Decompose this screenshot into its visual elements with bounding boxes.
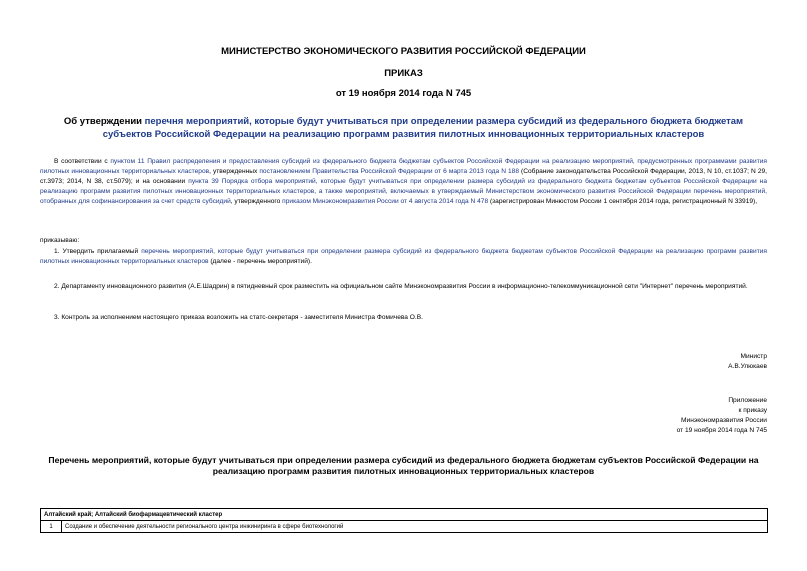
appendix-line-1: Приложение: [728, 397, 767, 404]
preamble-link-procedure[interactable]: пункта 39 Порядка отбора мероприятий, которые будут учитываться при определении размера субсидий из федерального бюджета бюджетам субъектов Российской Федерации на реализацию программ развития пилотных инновационных территориальных кластеров, а также мероприятий, включаемых в утверждаемый Министерством экономического развития Российской Федерации перечень мероприятий, отобранных для софинансирования за счет средств субсидий: [40, 178, 767, 205]
table-row-number: 1: [41, 521, 62, 533]
order-item-3: 3. Контроль за исполнением настоящего приказа возложить на статс-секретаря - заместителя Министра Фомичева О.В.: [54, 314, 423, 321]
preamble-link-order-478[interactable]: приказом Минэкономразвития России от 4 августа 2014 года N 478: [282, 198, 489, 205]
signature-position: Министр: [740, 353, 767, 360]
preamble-link-rules[interactable]: пунктом 11 Правил распределения и предоставления субсидий из федерального бюджета бюджетам субъектов Российской Федерации на реализацию мероприятий, предусмотренных программами развития пилотных инновационных территориальных кластеров: [40, 158, 767, 175]
preamble-link-resolution[interactable]: постановлением Правительства Российской Федерации от 6 марта 2013 года N 188: [259, 168, 520, 175]
preamble-text-3: (Собрание законодательства Российской Федерации, 2013, N 10, ст.1037; N 29, ст.3973; 2014, N 38, ст.5079); и на основании: [40, 168, 767, 185]
order-item-1-tail: (далее - перечень мероприятий).: [208, 258, 312, 265]
preamble-text-2: , утвержденных: [209, 168, 260, 175]
preamble-text-1: В соответствии с: [54, 158, 111, 165]
order-title-prefix: Об утверждении: [63, 116, 145, 127]
order-item-1-link[interactable]: перечень мероприятий, которые будут учитываться при определении размера субсидий из федерального бюджета бюджетам субъектов Российской Федерации на реализацию программ развития пилотных инновационных территориальных кластеров: [40, 248, 767, 265]
appendix-block: [677, 396, 767, 436]
measures-table: [40, 508, 768, 533]
table-row: [41, 521, 768, 533]
order-item-1-text: 1. Утвердить прилагаемый: [54, 248, 142, 255]
order-item-1: [40, 247, 767, 267]
order-item-2: 2. Департаменту инновационного развития (А.Е.Шадрин) в пятидневный срок разместить на официальном сайте Минэкономразвития России в информационно-телекоммуникационной сети "Интернет" перечень мероприятий.: [54, 283, 748, 290]
order-title-link[interactable]: перечня мероприятий, которые будут учитываться при определении размера субсидий из федерального бюджета бюджетам субъектов Российской Федерации на реализацию программ развития пилотных инновационных территориальных кластеров: [102, 116, 744, 140]
ministry-heading: МИНИСТЕРСТВО ЭКОНОМИЧЕСКОГО РАЗВИТИЯ РОССИЙСКОЙ ФЕДЕРАЦИИ: [221, 46, 586, 57]
preamble-paragraph: [40, 157, 767, 207]
order-word: приказываю:: [40, 237, 80, 244]
table-group-cell: Алтайский край; Алтайский биофармацевтический кластер: [41, 509, 768, 521]
appendix-line-4: от 19 ноября 2014 года N 745: [676, 427, 767, 434]
table-row-text: Создание и обеспечение деятельности регионального центра инжиниринга в сфере биотехнологий: [62, 521, 768, 533]
table-group-row: [41, 509, 768, 521]
order-heading: ПРИКАЗ: [384, 68, 423, 79]
preamble-text-5: (зарегистрирован Минюстом России 1 сентября 2014 года, регистрационный N 33919),: [488, 198, 758, 205]
preamble-text-4: , утвержденного: [230, 198, 283, 205]
list-title: Перечень мероприятий, которые будут учитываться при определении размера субсидий из федерального бюджета бюджетам субъектов Российской Федерации на реализацию программ развития пилотных инновационных территориальных кластеров: [48, 455, 759, 476]
order-date: от 19 ноября 2014 года N 745: [335, 88, 472, 99]
appendix-line-2: к приказу: [738, 407, 767, 414]
signature-name: А.В.Улюкаев: [728, 363, 767, 370]
order-title: [40, 115, 767, 141]
signature-block: [728, 352, 767, 372]
appendix-line-3: Минэкономразвития России: [681, 417, 767, 424]
